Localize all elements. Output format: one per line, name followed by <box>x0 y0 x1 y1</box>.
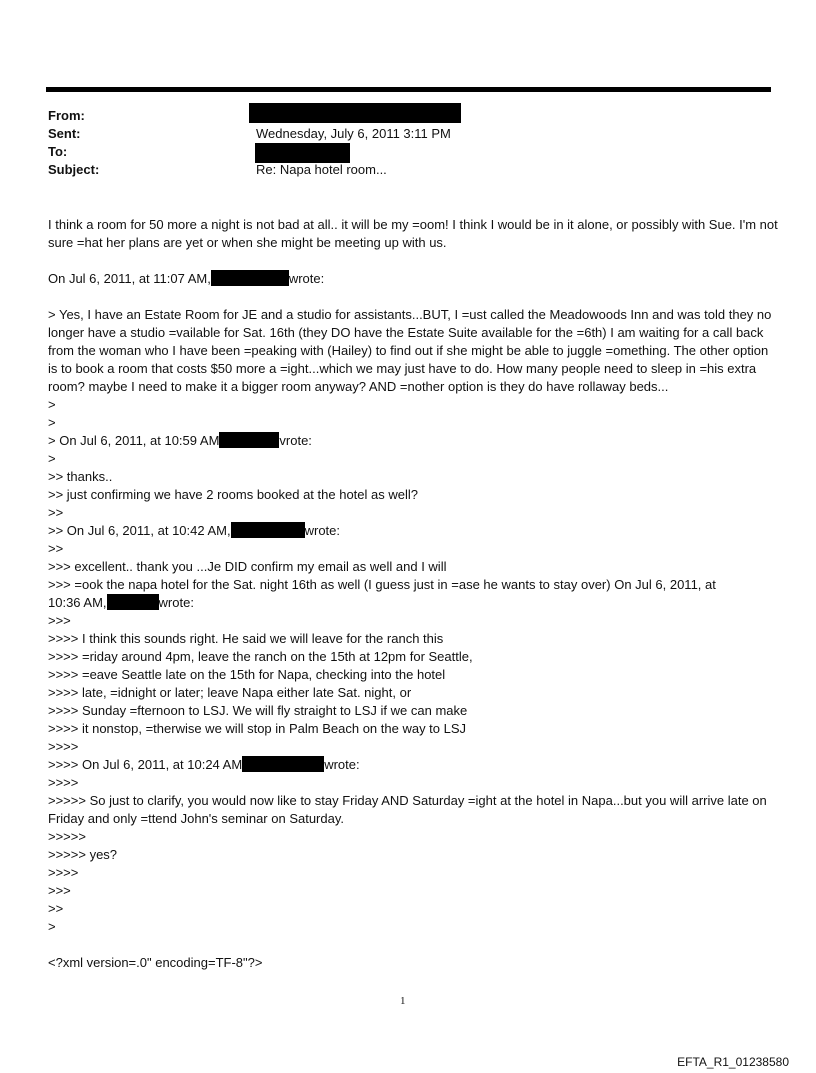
quote-line: > <box>48 397 56 412</box>
sender-redaction-1 <box>211 270 289 286</box>
quote-header-3 <box>48 522 778 540</box>
quote-line: >>> =ook the napa hotel for the Sat. night 16th as well (I guess just in =ase he wants to stay over) On Jul 6, 2011, at <box>48 577 716 592</box>
quote-line: >>>> late, =idnight or later; leave Napa either late Sat. night, or <box>48 685 412 700</box>
quote-line: >> just confirming we have 2 rooms booked at the hotel as well? <box>48 487 418 502</box>
quote-line: >>>> I think this sounds right. He said we will leave for the ranch this <box>48 631 444 646</box>
to-label: To: <box>48 144 68 159</box>
document-id: EFTA_R1_01238580 <box>677 1055 789 1069</box>
to-redaction <box>255 143 350 163</box>
quote-header-5-wrote: wrote: <box>324 757 360 772</box>
quote-line: >>> <box>48 883 71 898</box>
sent-label: Sent: <box>48 126 81 141</box>
reply-paragraph: I think a room for 50 more a night is not bad at all.. it will be my =oom! I think I would be in it alone, or possibly with Sue. I'm not sure =hat her plans are yet or when she might be meeting up with us. <box>48 217 778 250</box>
subject-label: Subject: <box>48 162 100 177</box>
quote-header-2 <box>48 432 778 450</box>
quote-line: >>>> Sunday =fternoon to LSJ. We will fly straight to LSJ if we can make <box>48 703 468 718</box>
from-label: From: <box>48 108 85 123</box>
quote-line: >>>>> <box>48 829 86 844</box>
sender-redaction-3 <box>231 522 305 538</box>
quote-line: >>>>> yes? <box>48 847 118 862</box>
quoted-paragraph-2: >>>>> So just to clarify, you would now like to stay Friday AND Saturday =ight at the hotel in Napa...but you will arrive late on Friday and only =ttend John's seminar on Saturday. <box>48 793 767 826</box>
quote-line: >> <box>48 541 64 556</box>
quote-header-2-wrote: vrote: <box>279 433 312 448</box>
quote-header-5-text: >>>> On Jul 6, 2011, at 10:24 AM <box>48 757 243 772</box>
quote-line: > <box>48 919 56 934</box>
from-redaction <box>249 103 461 123</box>
quote-line: > <box>48 415 56 430</box>
sender-redaction-4 <box>107 594 159 610</box>
quote-header-3-text: >> On Jul 6, 2011, at 10:42 AM, <box>48 523 231 538</box>
page-number: 1 <box>400 995 406 1007</box>
quoted-paragraph-1: > Yes, I have an Estate Room for JE and a studio for assistants...BUT, I =ust called the Meadowoods Inn and was told they no longer have a studio =vailable for Sat. 16th (they DO have the Estate Suite available for the =6th) I am waiting for a call back from the woman who I have been =peaking with (Hailey) to find out if she might be able to juggle =omething. The other option is to book a room that costs $50 more a =ight...which we may just have to do. How many people need to sleep in =his extra room? maybe I need to make it a bigger room anyway? AND =nother option is they do have rollaway beds... <box>48 307 772 394</box>
quote-line: >>>> =riday around 4pm, leave the ranch on the 15th at 12pm for Seattle, <box>48 649 473 664</box>
quote-line: >>> excellent.. thank you ...Je DID confirm my email as well and I will <box>48 559 447 574</box>
header-rule <box>46 87 771 92</box>
sent-value: Wednesday, July 6, 2011 3:11 PM <box>256 126 451 141</box>
quote-header-1 <box>48 270 778 288</box>
quote-header-1-text: On Jul 6, 2011, at 11:07 AM, <box>48 271 211 286</box>
quote-line: >>> <box>48 613 71 628</box>
quote-header-4 <box>48 594 778 612</box>
xml-declaration: <?xml version=.0" encoding=TF-8"?> <box>48 955 263 970</box>
sender-redaction-5 <box>242 756 324 772</box>
email-body <box>48 216 778 972</box>
quote-line: >> <box>48 505 64 520</box>
quote-header-4-text: 10:36 AM, <box>48 595 107 610</box>
quote-line: >>>> =eave Seattle late on the 15th for Napa, checking into the hotel <box>48 667 446 682</box>
quote-header-1-wrote: wrote: <box>288 271 325 286</box>
quote-line: >>>> <box>48 739 79 754</box>
quote-header-3-wrote: wrote: <box>304 523 341 538</box>
quote-line: >>>> <box>48 775 79 790</box>
quote-line: >>>> <box>48 865 79 880</box>
quote-line: >> thanks.. <box>48 469 113 484</box>
subject-value: Re: Napa hotel room... <box>256 162 387 177</box>
quote-header-2-text: > On Jul 6, 2011, at 10:59 AM <box>48 433 220 448</box>
quote-header-5 <box>48 756 778 774</box>
sender-redaction-2 <box>219 432 279 448</box>
quote-header-4-wrote: wrote: <box>158 595 194 610</box>
quote-line: > <box>48 451 56 466</box>
quote-line: >> <box>48 901 64 916</box>
quote-line: >>>> it nonstop, =therwise we will stop in Palm Beach on the way to LSJ <box>48 721 467 736</box>
